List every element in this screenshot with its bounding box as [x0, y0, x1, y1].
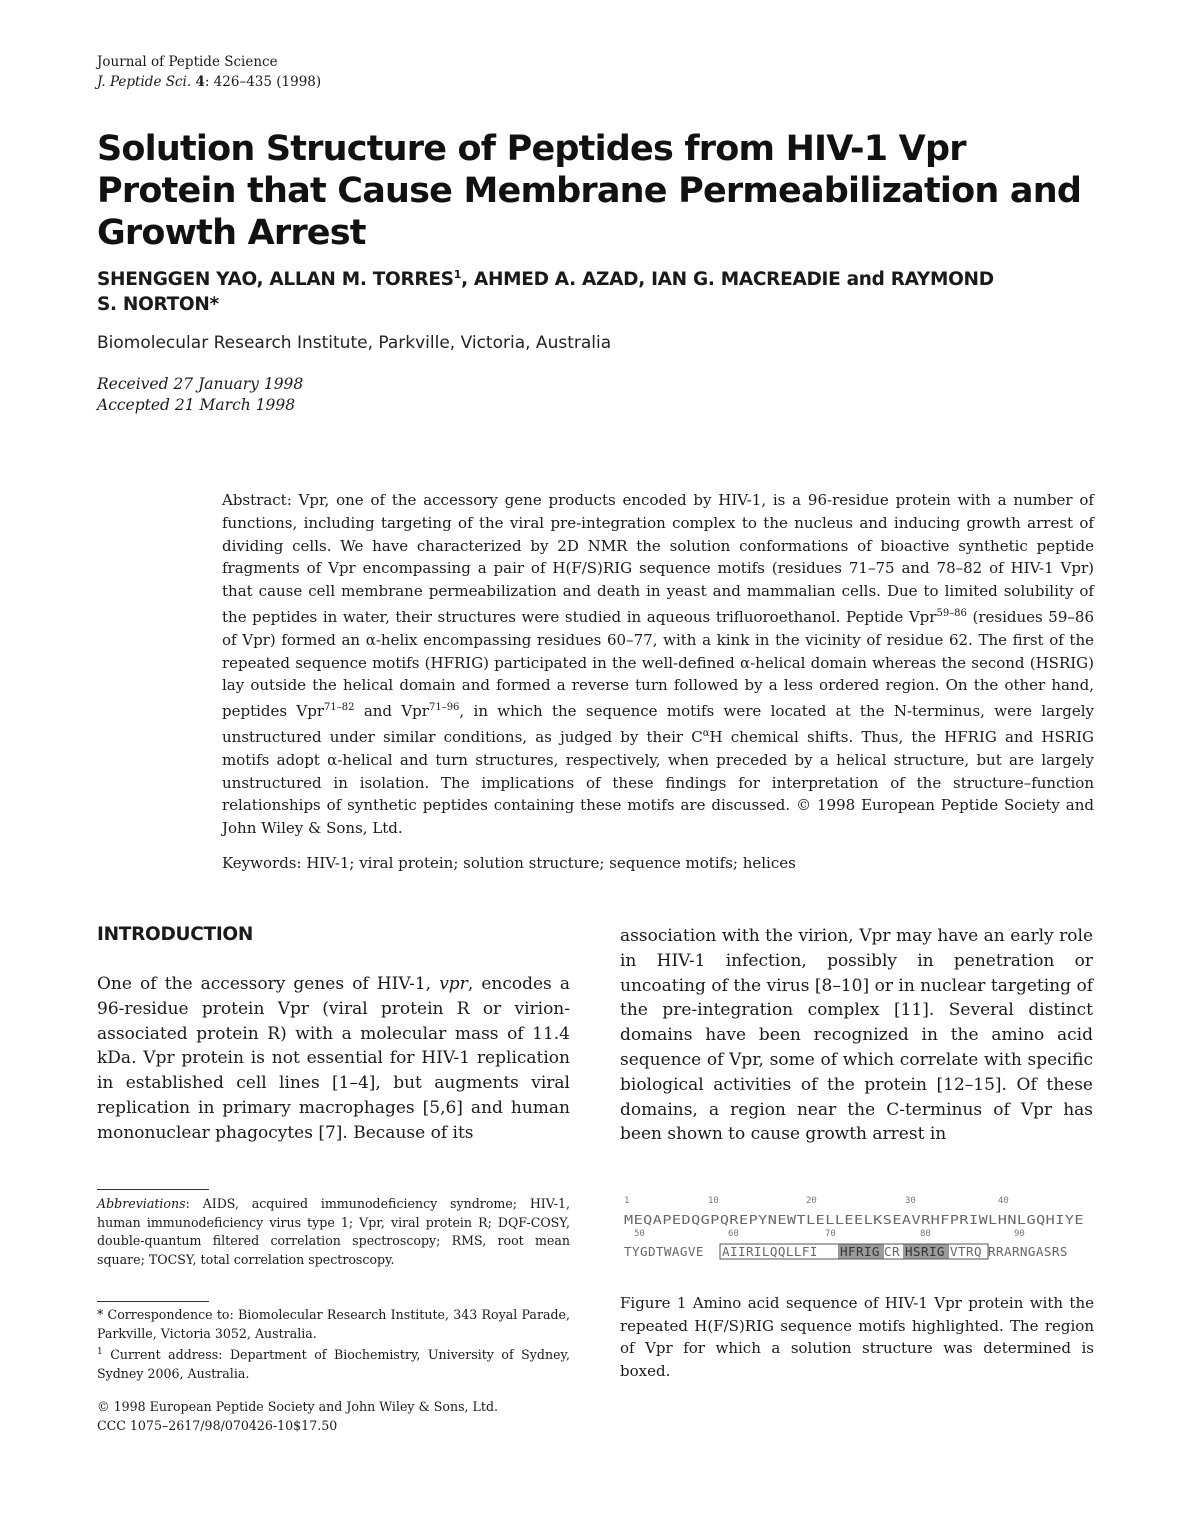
authors-part1: SHENGGEN YAO, ALLAN M. TORRES	[97, 269, 454, 291]
row2-hsrig: HSRIG	[905, 1244, 945, 1259]
dates	[97, 374, 303, 416]
intro-text-1b: , encodes a 96-residue protein Vpr (viral protein R or virion-associated protein R) with a molecular mass of 11.4 kDa. Vpr protein is not essential for HIV-1 replication in established cell lines [1–4], but augments viral replication in primary macrophages [5,6] and human mononuclear phagocytes [7]. Because of its	[97, 974, 571, 1143]
citation-journal: J. Peptide Sci.	[97, 74, 192, 90]
row2-number: 50	[634, 1229, 645, 1239]
abstract-text-4: , in which the sequence motifs were located at the N-terminus, were largely unstructured under similar conditions, as judged by their C	[222, 702, 1094, 746]
row2-box-end: VTRQ	[950, 1244, 982, 1259]
row1-number: 1	[624, 1196, 630, 1206]
sequence-row-1: MEQAPEDQGPQREPYNEWTLELLEELKSEAVRHFPRIWLHNLGQHIYE	[624, 1212, 1084, 1227]
row2-number: 90	[1014, 1229, 1025, 1239]
address-text: Current address: Department of Biochemistry, University of Sydney, Sydney 2006, Australia.	[97, 1347, 570, 1381]
journal-name: Journal of Peptide Science	[97, 54, 278, 70]
footnote-rule-2	[97, 1301, 209, 1302]
current-address	[97, 1343, 570, 1383]
row2-hfrig: HFRIG	[840, 1244, 880, 1259]
row2-number: 70	[825, 1229, 836, 1239]
address-mark: 1	[97, 1347, 103, 1358]
abstract	[222, 489, 1094, 840]
footnote-abbreviations	[97, 1195, 570, 1269]
row2-number: 60	[728, 1229, 739, 1239]
journal-citation	[97, 72, 321, 92]
row2-post: RRARNGASRS	[988, 1244, 1068, 1259]
affiliation: Biomolecular Research Institute, Parkville, Victoria, Australia	[97, 333, 612, 353]
footnote-copyright	[97, 1398, 570, 1435]
journal-header	[97, 52, 321, 92]
intro-text-1a: One of the accessory genes of HIV-1,	[97, 974, 440, 994]
abbreviations-text: : AIDS, acquired immunodeficiency syndrome; HIV-1, human immunodeficiency virus type 1; Vpr, viral protein R; DQF-COSY, double-quantum filtered correlation spectroscopy; RMS, root mean square; TOCSY, total correlation spectroscopy.	[97, 1196, 570, 1267]
ccc-code: CCC 1075–2617/98/070426-10$17.50	[97, 1417, 338, 1433]
keywords: Keywords: HIV-1; viral protein; solution structure; sequence motifs; helices	[222, 854, 796, 872]
abstract-sup-1: 59–86	[936, 607, 967, 619]
figure-1-caption: Figure 1 Amino acid sequence of HIV-1 Vpr protein with the repeated H(F/S)RIG sequence motifs highlighted. The region of Vpr for which a solution structure was determined is boxed.	[620, 1294, 1094, 1380]
row2-cr: CR	[884, 1244, 900, 1259]
correspondence-text: * Correspondence to: Biomolecular Research Institute, 343 Royal Parade, Parkville, Victoria 3052, Australia.	[97, 1307, 570, 1341]
intro-paragraph-1	[97, 972, 570, 1146]
row1-number: 10	[708, 1196, 719, 1206]
row1-number: 30	[905, 1196, 916, 1206]
copyright-line: © 1998 European Peptide Society and John Wiley & Sons, Ltd.	[97, 1399, 499, 1414]
row2-number: 80	[920, 1229, 931, 1239]
sequence-graphic	[620, 1193, 1090, 1265]
row2-helix: AIIRILQQLLFI	[722, 1244, 818, 1259]
intro-paragraph-2: association with the virion, Vpr may have an early role in HIV-1 infection, possibly in penetration or uncoating of the virus [8–10] or in nuclear targeting of the pre-integration complex [11]. Several distinct domains have been recognized in the amino acid sequence of Vpr, some of which correlate with specific biological activities of the protein [12–15]. Of these domains, a region near the C-terminus of Vpr has been shown to cause growth arrest in	[620, 926, 1093, 1145]
abstract-text-3: and Vpr	[354, 702, 429, 721]
intro-gene-name: vpr	[439, 974, 468, 994]
abstract-text-2: (residues 59–86 of Vpr) formed an α-helix encompassing residues 60–77, with a kink in the vicinity of residue 62. The first of the repeated sequence motifs (HFRIG) participated in the well-defined α-helical domain whereas the second (HSRIG) lay outside the helical domain and formed a reverse turn followed by a less ordered region. On the other hand, peptides Vpr	[222, 607, 1094, 721]
abstract-sup-3: 71–96	[428, 702, 460, 714]
received-date: Received 27 January 1998	[97, 375, 304, 393]
row2-numbers	[634, 1229, 1025, 1239]
abstract-sup-4: α	[702, 727, 710, 739]
section-heading-introduction: INTRODUCTION	[97, 924, 254, 945]
row1-numbers	[624, 1196, 1009, 1206]
author-footnote-mark: 1	[453, 268, 462, 281]
figure-1-sequence	[620, 1193, 1090, 1265]
authors-part2: , AHMED A. AZAD, IAN G. MACREADIE and RAYMOND S. NORTON*	[97, 269, 994, 316]
abbreviations-label: Abbreviations	[97, 1196, 186, 1211]
citation-volume: 4	[195, 74, 205, 90]
abstract-text-5: H chemical shifts. Thus, the HFRIG and HSRIG motifs adopt α-helical and turn structures, respectively, when preceded by a helical structure, but are largely unstructured in isolation. The implications of these findings for interpretation of the structure–function relationships of synthetic peptides containing these motifs are discussed. © 1998 European Peptide Society and John Wiley & Sons, Ltd.	[222, 727, 1094, 838]
sequence-row-2	[624, 1244, 1068, 1259]
row1-number: 20	[806, 1196, 817, 1206]
abstract-sup-2: 71–82	[324, 702, 355, 714]
author-list	[97, 262, 997, 317]
row1-number: 40	[998, 1196, 1009, 1206]
paper-title: Solution Structure of Peptides from HIV-1 Vpr Protein that Cause Membrane Permeabilization and Growth Arrest	[97, 129, 1082, 253]
footnote-correspondence	[97, 1306, 570, 1384]
accepted-date: Accepted 21 March 1998	[97, 396, 296, 414]
row2-pre: TYGDTWAGVE	[624, 1244, 704, 1259]
abstract-text-1: Abstract: Vpr, one of the accessory gene products encoded by HIV-1, is a 96-residue protein with a number of functions, including targeting of the viral pre-integration complex to the nucleus and inducing growth arrest of dividing cells. We have characterized by 2D NMR the solution conformations of bioactive synthetic peptide fragments of Vpr encompassing a pair of H(F/S)RIG sequence motifs (residues 71–75 and 78–82 of HIV-1 Vpr) that cause cell membrane permeabilization and death in yeast and mammalian cells. Due to limited solubility of the peptides in water, their structures were studied in aqueous trifluoroethanol. Peptide Vpr	[222, 491, 1094, 626]
citation-pages: : 426–435 (1998)	[204, 74, 322, 90]
footnote-rule	[97, 1189, 209, 1190]
